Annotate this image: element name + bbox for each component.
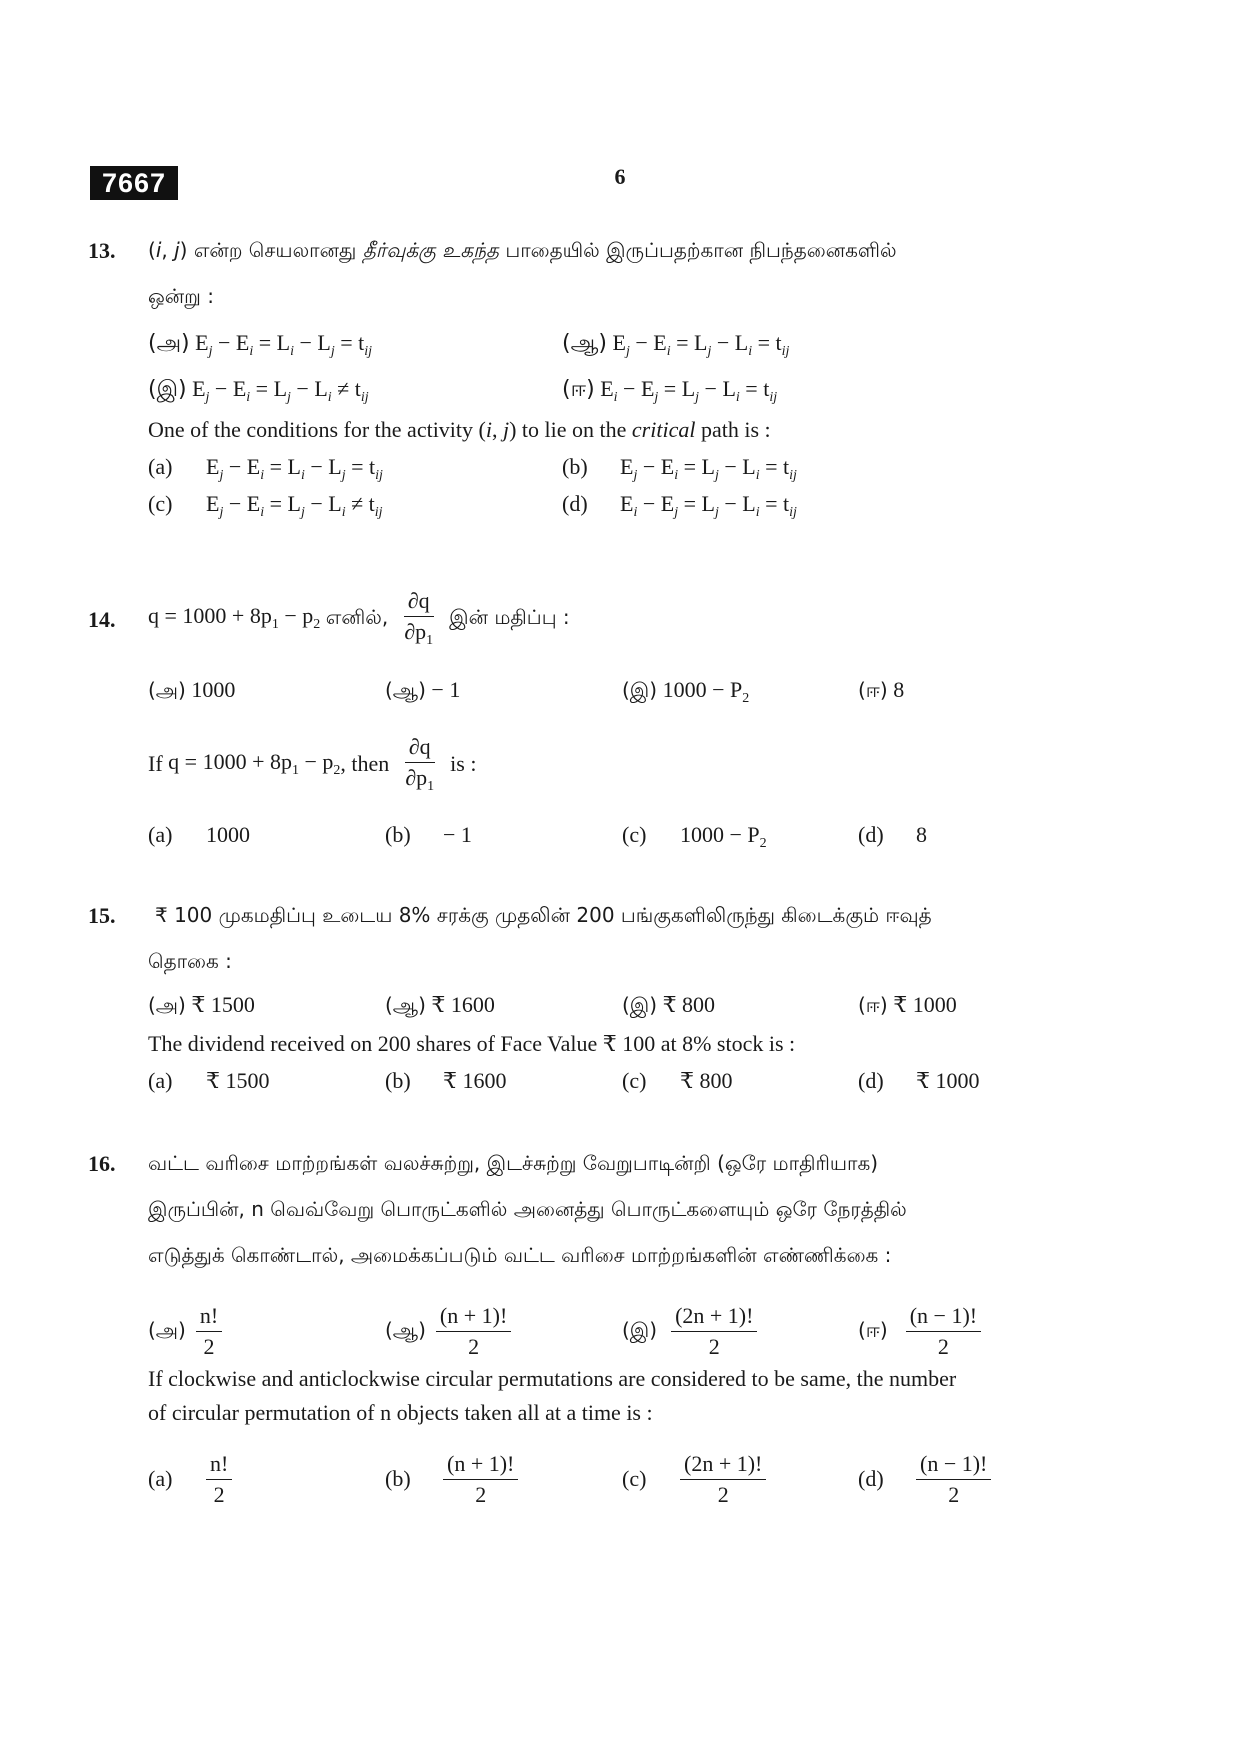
question-16-tamil-option-b: (ஆ) $\frac{(n + 1)!}{2}$	[385, 1296, 511, 1366]
question-15-option-b: (b) ₹ 1600	[385, 1068, 507, 1093]
question-13-tamil-option-c: (இ) $E_j - E_i = L_j - L_i \ne t_{ij}$	[148, 376, 369, 405]
page-number: 6	[614, 164, 626, 189]
question-16-english-line-1: If clockwise and anticlockwise circular permutations are considered to be same, the number	[148, 1366, 957, 1391]
question-14-tamil-stem: $q = 1000 + 8p_1 - p_2$ எனில், $\frac{\partial q}{\partial p_1}$ இன் மதிப்பு :	[148, 587, 570, 648]
question-14-number: 14.	[88, 607, 116, 632]
question-16-tamil-line-1: வட்ட வரிசை மாற்றங்கள் வலச்சுற்று, இடச்சுற்று வேறுபாடின்றி (ஒரே மாதிரியாக)	[148, 1151, 879, 1175]
question-15-number: 15.	[88, 903, 116, 928]
question-13-tamil-option-b: (ஆ) $E_j - E_i = L_j - L_i = t_{ij}$	[562, 330, 790, 359]
question-16-number: 16.	[88, 1151, 116, 1176]
question-14-option-d: (d) 8	[858, 822, 927, 847]
question-15-option-c: (c) ₹ 800	[622, 1068, 733, 1093]
question-14-option-c: (c) $1000 - P_2$	[622, 822, 767, 851]
question-13-tamil-option-d: (ஈ) $E_i - E_j = L_j - L_i = t_{ij}$	[562, 376, 778, 405]
question-14-tamil-option-b: (ஆ) − 1	[385, 677, 461, 702]
question-16-option-d: (d) $\frac{(n - 1)!}{2}$	[858, 1444, 991, 1514]
question-16-option-b: (b) $\frac{(n + 1)!}{2}$	[385, 1444, 518, 1514]
question-15-tamil-option-b: (ஆ) ₹ 1600	[385, 992, 495, 1017]
question-16-tamil-option-d: (ஈ) $\frac{(n - 1)!}{2}$	[858, 1296, 981, 1366]
paper-code-badge: 7667	[90, 166, 178, 200]
question-16-english-line-2: of circular permutation of n objects taken all at a time is :	[148, 1400, 653, 1425]
question-15-option-d: (d) ₹ 1000	[858, 1068, 980, 1093]
question-13-tamil-option-a: (அ) $E_j - E_i = L_i - L_j = t_{ij}$	[148, 330, 373, 359]
question-13-tamil-line-2: ஒன்று :	[148, 284, 214, 308]
question-15-option-a: (a) ₹ 1500	[148, 1068, 270, 1093]
question-13-option-d: (d) $E_i - E_j = L_j - L_i = t_{ij}$	[562, 491, 797, 520]
question-13-english-stem: One of the conditions for the activity (i, j) to lie on the critical path is :	[148, 417, 771, 442]
partial-derivative-fraction-english: $\frac{\partial q}{\partial p_1}$	[405, 733, 435, 794]
question-15-tamil-option-d: (ஈ) ₹ 1000	[858, 992, 957, 1017]
question-16-option-c: (c) $\frac{(2n + 1)!}{2}$	[622, 1444, 766, 1514]
question-16-option-a: (a) $\frac{n!}{2}$	[148, 1444, 232, 1514]
question-14-tamil-option-d: (ஈ) 8	[858, 677, 905, 702]
question-16-tamil-option-c: (இ) $\frac{(2n + 1)!}{2}$	[622, 1296, 757, 1366]
question-14-tamil-option-c: (இ) $1000 - P_2$	[622, 677, 750, 706]
question-16-tamil-line-2: இருப்பின், n வெவ்வேறு பொருட்களில் அனைத்து பொருட்களையும் ஒரே நேரத்தில்	[148, 1197, 907, 1221]
question-15-english-stem: The dividend received on 200 shares of Face Value ₹ 100 at 8% stock is :	[148, 1031, 796, 1056]
question-15-tamil-line-2: தொகை :	[148, 949, 232, 973]
question-15-tamil-option-c: (இ) ₹ 800	[622, 992, 716, 1017]
question-14-option-a: (a) 1000	[148, 822, 250, 847]
question-13-option-b: (b) $E_j - E_i = L_j - L_i = t_{ij}$	[562, 454, 797, 483]
partial-derivative-fraction: $\frac{\partial q}{\partial p_1}$	[404, 587, 434, 648]
question-13-number: 13.	[88, 238, 116, 263]
question-13-option-a: (a) $E_j - E_i = L_i - L_j = t_{ij}$	[148, 454, 383, 483]
question-15-tamil-line-1: ₹ 100 முகமதிப்பு உடைய 8% சரக்கு முதலின் 200 பங்குகளிலிருந்து கிடைக்கும் ஈவுத்	[155, 903, 932, 927]
question-14-tamil-option-a: (அ) 1000	[148, 677, 236, 702]
question-13-option-c: (c) $E_j - E_i = L_j - L_i \ne t_{ij}$	[148, 491, 383, 520]
question-16-tamil-line-3: எடுத்துக் கொண்டால், அமைக்கப்படும் வட்ட வரிசை மாற்றங்களின் எண்ணிக்கை :	[148, 1243, 892, 1267]
question-16-tamil-option-a: (அ) $\frac{n!}{2}$	[148, 1296, 222, 1366]
question-13-tamil-line-1: (i, j) என்ற செயலானது தீர்வுக்கு உகந்த பாதையில் இருப்பதற்கான நிபந்தனைகளில்	[148, 238, 897, 262]
question-14-option-b: (b) − 1	[385, 822, 472, 847]
question-15-tamil-option-a: (அ) ₹ 1500	[148, 992, 255, 1017]
question-14-english-stem: If $q = 1000 + 8p_1 - p_2$ , then $\frac{\partial q}{\partial p_1}$ is :	[148, 733, 477, 794]
